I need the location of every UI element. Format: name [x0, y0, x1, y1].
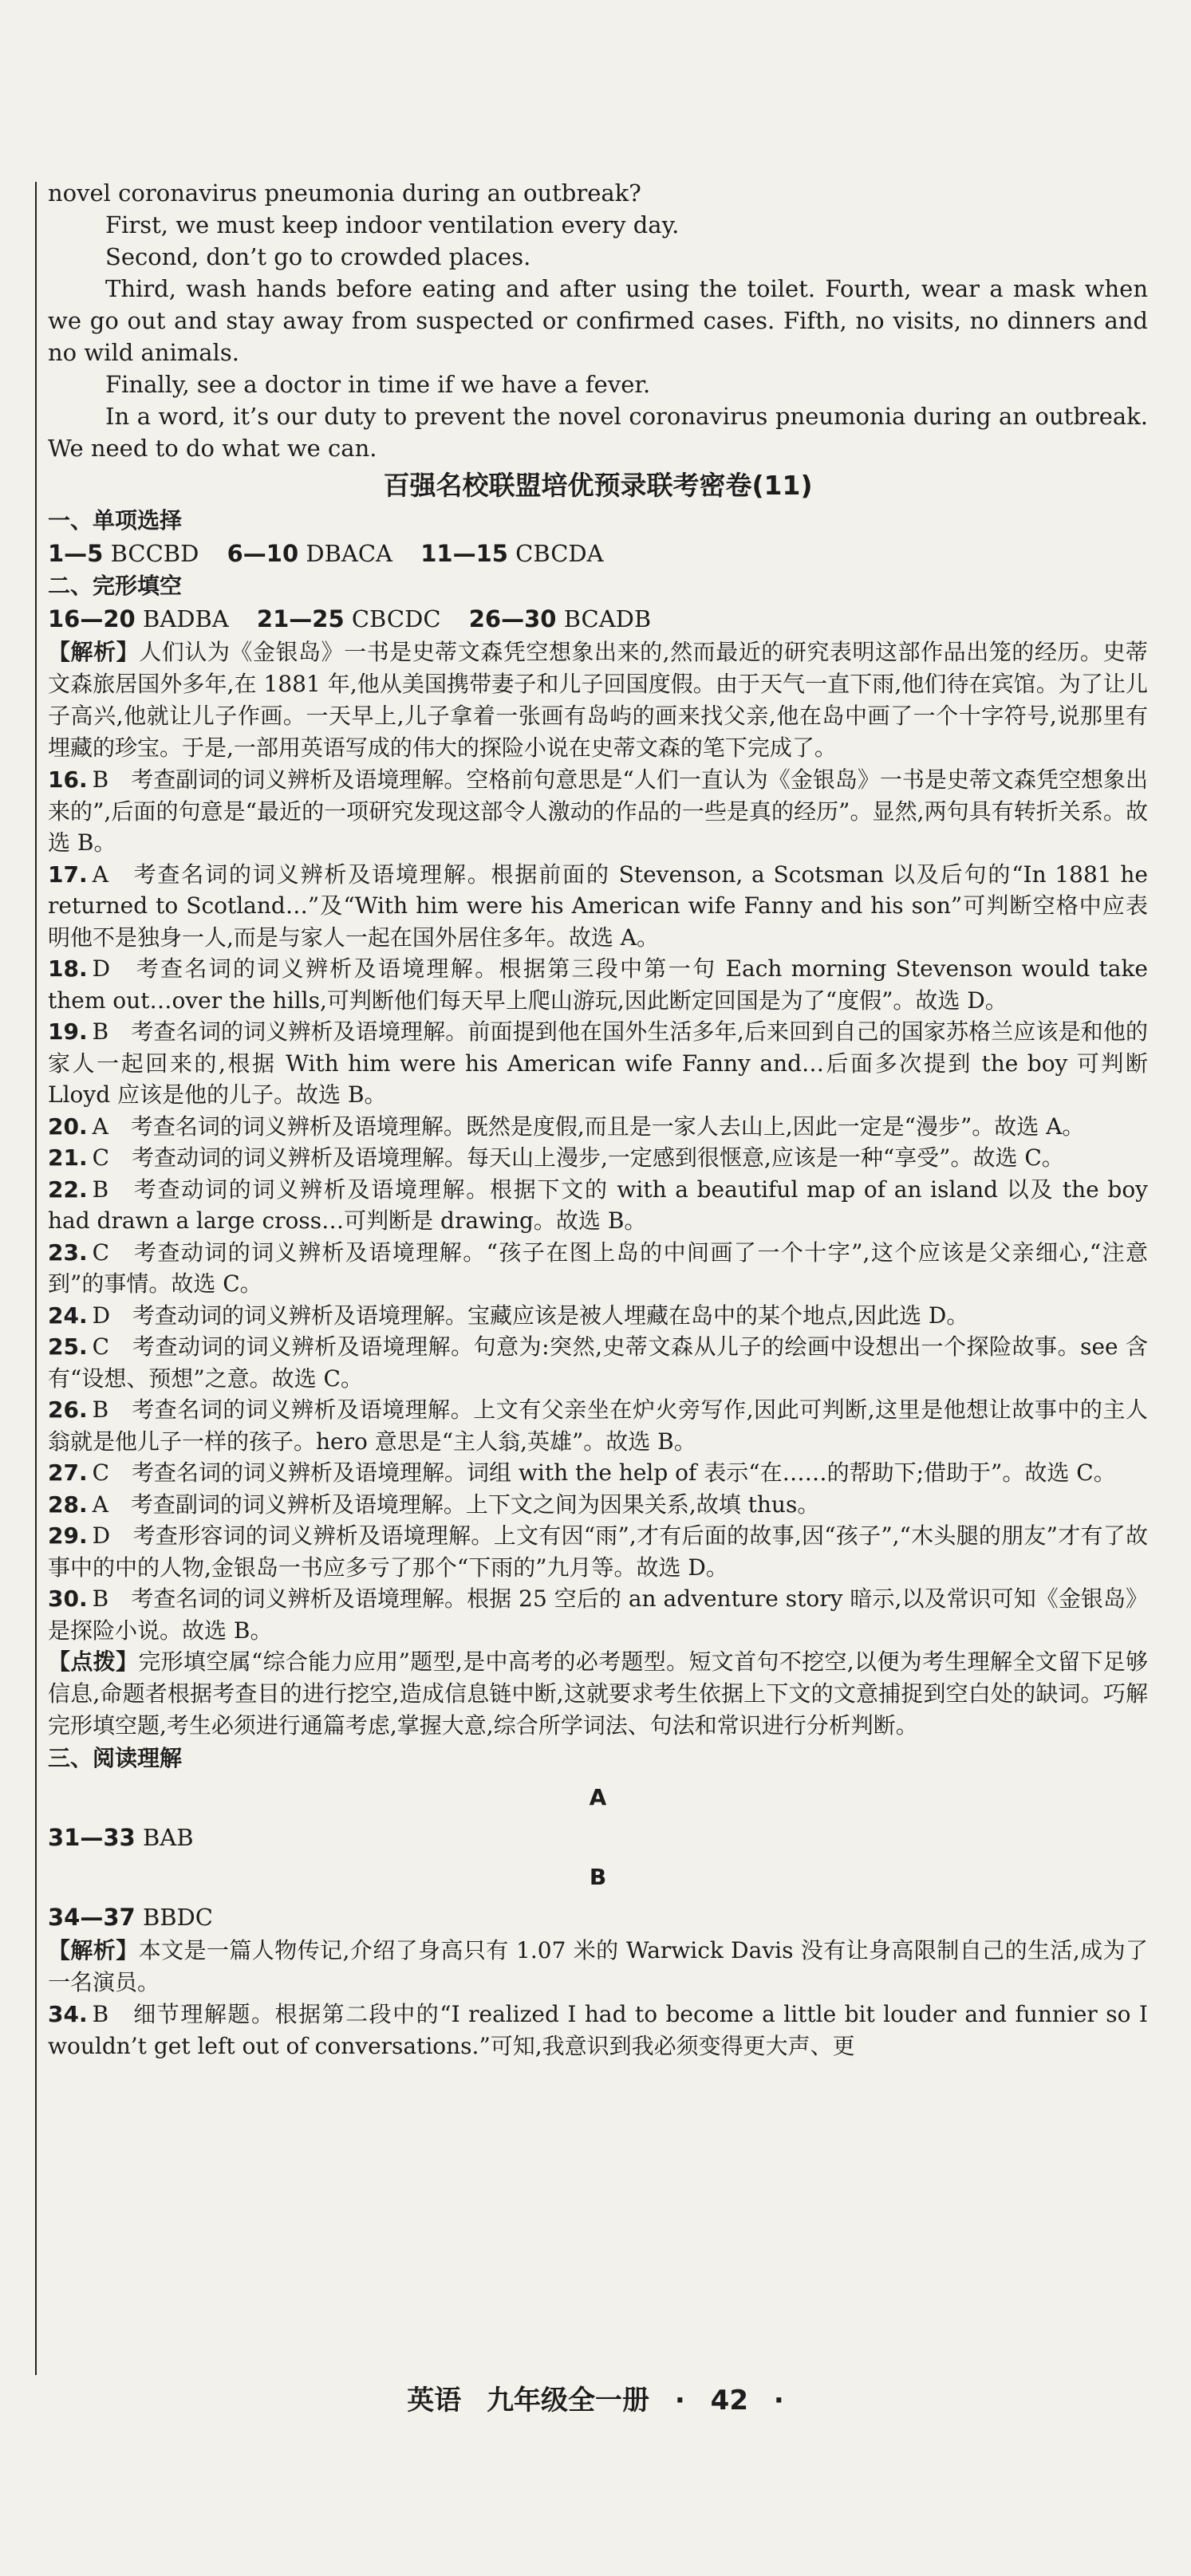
question-item	[48, 953, 1148, 1016]
question-explanation: C 考查动词的词义辨析及语境理解。每天山上漫步,一定感到很惬意,应该是一种“享受”。故选 C。	[92, 1144, 1064, 1171]
question-number: 26.	[48, 1396, 88, 1423]
tip-text: 完形填空属“综合能力应用”题型,是中高考的必考题型。短文首句不挖空,以便为考生理解全文留下足够信息,命题者根据考查目的进行挖空,造成信息链中断,这就要求考生依据上下文的文意捕捉到空白处的缺词。巧解完形填空题,考生必须进行通篇考虑,掌握大意,综合所学词法、句法和常识进行分析判断。	[48, 1648, 1148, 1739]
question-explanation: A 考查名词的词义辨析及语境理解。根据前面的 Stevenson, a Scotsman 以及后句的“In 1881 he returned to Scotland…”及“With him were his American wife Fanny and his son”可判断空格中应表明他不是独身一人,而是与家人一起在国外居住多年。故选 A。	[48, 861, 1148, 951]
question-number: 16.	[48, 766, 88, 793]
footer-dot: ·	[773, 2385, 784, 2416]
analysis-tag: 【解析】	[48, 639, 140, 665]
question-explanation: B 考查名词的词义辨析及语境理解。前面提到他在国外生活多年,后来回到自己的国家苏格兰应该是和他的家人一起回来的,根据 With him were his American wife Fanny and…后面多次提到 the boy 可判断 Lloyd 应该是他的儿子。故选 B。	[48, 1018, 1148, 1108]
answer-range: 21—25	[256, 605, 345, 632]
exam-title: 百强名校联盟培优预录联考密卷(11)	[383, 470, 813, 501]
analysis-text: 本文是一篇人物传记,介绍了身高只有 1.07 米的 Warwick Davis 没有让身高限制自己的生活,成为了一名演员。	[48, 1937, 1148, 1995]
question-item	[48, 764, 1148, 859]
question-explanation: D 考查名词的词义辨析及语境理解。根据第三段中第一句 Each morning Stevenson would take them out…over the hills,可判断他们每天早上爬山游玩,因此断定回国是为了“度假”。故选 D。	[48, 955, 1148, 1014]
question-item	[48, 1520, 1148, 1583]
footer-grade: 九年级全一册	[487, 2385, 650, 2416]
page-number: 42	[710, 2385, 748, 2416]
section2-tip	[48, 1646, 1148, 1742]
question-item-34	[48, 1999, 1148, 2062]
question-item	[48, 1394, 1148, 1457]
page-footer	[0, 2378, 1191, 2417]
analysis-tag: 【解析】	[48, 1937, 139, 1964]
answer-value: CBCDA	[515, 540, 604, 567]
question-item	[48, 1237, 1148, 1300]
question-item	[48, 859, 1148, 954]
question-item	[48, 1583, 1148, 1646]
question-number: 17.	[48, 861, 88, 888]
question-explanation: B 考查副词的词义辨析及语境理解。空格前句意思是“人们一直认为《金银岛》一书是史蒂文森凭空想象出来的”,后面的句意是“最近的一项研究发现这部令人激动的作品的一些是真的经历”。显然,两句具有转折关系。故选 B。	[48, 766, 1148, 856]
question-item	[48, 1142, 1148, 1174]
answer-value: BBDC	[142, 1904, 213, 1931]
part-a-answers	[48, 1822, 1148, 1853]
answer-range: 34—37	[48, 1904, 136, 1931]
question-explanation: D 考查形容词的词义辨析及语境理解。上文有因“雨”,才有后面的故事,因“孩子”,“木头腿的朋友”才有了故事中的中的人物,金银岛一书应多亏了那个“下雨的”九月等。故选 D。	[48, 1522, 1148, 1581]
question-explanation: D 考查动词的词义辨析及语境理解。宝藏应该是被人埋藏在岛中的某个地点,因此选 D。	[92, 1302, 969, 1329]
margin-line	[35, 182, 37, 2375]
section2-analysis	[48, 636, 1148, 764]
answer-value: DBACA	[306, 540, 392, 567]
answer-value: BAB	[142, 1824, 194, 1851]
intro-paragraph-4: Third, wash hands before eating and after using the toilet. Fourth, wear a mask when we go out and stay away from suspected or confirmed cases. Fifth, no visits, no dinners and no wild animals.	[48, 275, 1148, 366]
answer-range: 11—15	[420, 540, 508, 567]
question-number: 30.	[48, 1585, 88, 1612]
question-item	[48, 1300, 1148, 1332]
answer-range: 16—20	[48, 605, 136, 632]
answer-value: BCCBD	[110, 540, 199, 567]
question-explanation: C 考查动词的词义辨析及语境理解。句意为:突然,史蒂文森从儿子的绘画中设想出一个探险故事。see 含有“设想、预想”之意。故选 C。	[48, 1333, 1148, 1392]
answer-range: 26—30	[468, 605, 557, 632]
question-number: 28.	[48, 1491, 88, 1518]
footer-subject: 英语	[407, 2385, 462, 2416]
tip-tag: 【点拨】	[48, 1648, 139, 1675]
intro-paragraph-2: First, we must keep indoor ventilation every day.	[105, 211, 680, 238]
question-explanation: A 考查副词的词义辨析及语境理解。上下文之间为因果关系,故填 thus。	[92, 1491, 820, 1518]
intro-paragraph-1: novel coronavirus pneumonia during an outbreak?	[48, 179, 641, 207]
question-number: 22.	[48, 1176, 88, 1203]
question-number: 27.	[48, 1459, 88, 1486]
question-item	[48, 1489, 1148, 1521]
question-number: 18.	[48, 955, 88, 982]
part-b-analysis	[48, 1935, 1148, 1999]
intro-paragraph-3: Second, don’t go to crowded places.	[105, 243, 531, 270]
question-number: 29.	[48, 1522, 88, 1549]
intro-paragraph-5: Finally, see a doctor in time if we have a fever.	[105, 371, 651, 398]
answer-range: 1—5	[48, 540, 104, 567]
part-b-label: B	[589, 1864, 607, 1890]
intro-paragraph-6: In a word, it’s our duty to prevent the novel coronavirus pneumonia during an outbreak. We need to do what we can.	[48, 403, 1148, 462]
question-number: 23.	[48, 1239, 88, 1266]
section2-answers	[48, 603, 1148, 635]
question-explanation: C 考查名词的词义辨析及语境理解。词组 with the help of 表示“在……的帮助下;借助于”。故选 C。	[92, 1459, 1116, 1486]
question-number: 21.	[48, 1144, 88, 1171]
section3-heading: 三、阅读理解	[48, 1745, 183, 1771]
answer-range: 31—33	[48, 1824, 136, 1851]
section2-items	[48, 764, 1148, 1646]
part-b-answers	[48, 1901, 1148, 1933]
answer-value: CBCDC	[351, 605, 441, 632]
question-item	[48, 1331, 1148, 1394]
part-a-label: A	[589, 1784, 607, 1810]
question-number: 19.	[48, 1018, 88, 1045]
question-item	[48, 1457, 1148, 1489]
question-explanation: B 考查名词的词义辨析及语境理解。根据 25 空后的 an adventure story 暗示,以及常识可知《金银岛》是探险小说。故选 B。	[48, 1585, 1148, 1644]
answer-value: BCADB	[563, 605, 652, 632]
question-explanation: B 考查动词的词义辨析及语境理解。根据下文的 with a beautiful map of an island 以及 the boy had drawn a large cross…可判断是 drawing。故选 B。	[48, 1176, 1148, 1234]
question-item	[48, 1016, 1148, 1111]
answer-range: 6—10	[227, 540, 299, 567]
answer-value: BADBA	[142, 605, 229, 632]
analysis-text: 人们认为《金银岛》一书是史蒂文森凭空想象出来的,然而最近的研究表明这部作品出笼的经历。史蒂文森旅居国外多年,在 1881 年,他从美国携带妻子和儿子回国度假。由于天气一直下雨,他们待在宾馆。为了让儿子高兴,他就让儿子作画。一天早上,儿子拿着一张画有岛屿的画来找父亲,他在岛中画了一个十字符号,说那里有埋藏的珍宝。于是,一部用英语写成的伟大的探险小说在史蒂文森的笔下完成了。	[48, 639, 1148, 761]
footer-dot: ·	[674, 2385, 685, 2416]
question-number: 34.	[48, 2001, 88, 2027]
section1-answers	[48, 538, 1148, 569]
question-item	[48, 1174, 1148, 1237]
section1-heading: 一、单项选择	[48, 507, 183, 534]
question-explanation: B 细节理解题。根据第二段中的“I realized I had to become a little bit louder and funnier so I wouldn’t get left out of conversations.”可知,我意识到我必须变得更大声、更	[48, 2001, 1148, 2059]
question-number: 25.	[48, 1333, 88, 1360]
question-explanation: A 考查名词的词义辨析及语境理解。既然是度假,而且是一家人去山上,因此一定是“漫步”。故选 A。	[92, 1113, 1085, 1140]
section2-heading: 二、完形填空	[48, 573, 183, 599]
question-explanation: C 考查动词的词义辨析及语境理解。“孩子在图上岛的中间画了一个十字”,这个应该是父亲细心,“注意到”的事情。故选 C。	[48, 1239, 1148, 1297]
question-item	[48, 1111, 1148, 1143]
question-number: 24.	[48, 1302, 88, 1329]
question-explanation: B 考查名词的词义辨析及语境理解。上文有父亲坐在炉火旁写作,因此可判断,这里是他想让故事中的主人翁就是他儿子一样的孩子。hero 意思是“主人翁,英雄”。故选 B。	[48, 1396, 1148, 1455]
question-number: 20.	[48, 1113, 88, 1140]
